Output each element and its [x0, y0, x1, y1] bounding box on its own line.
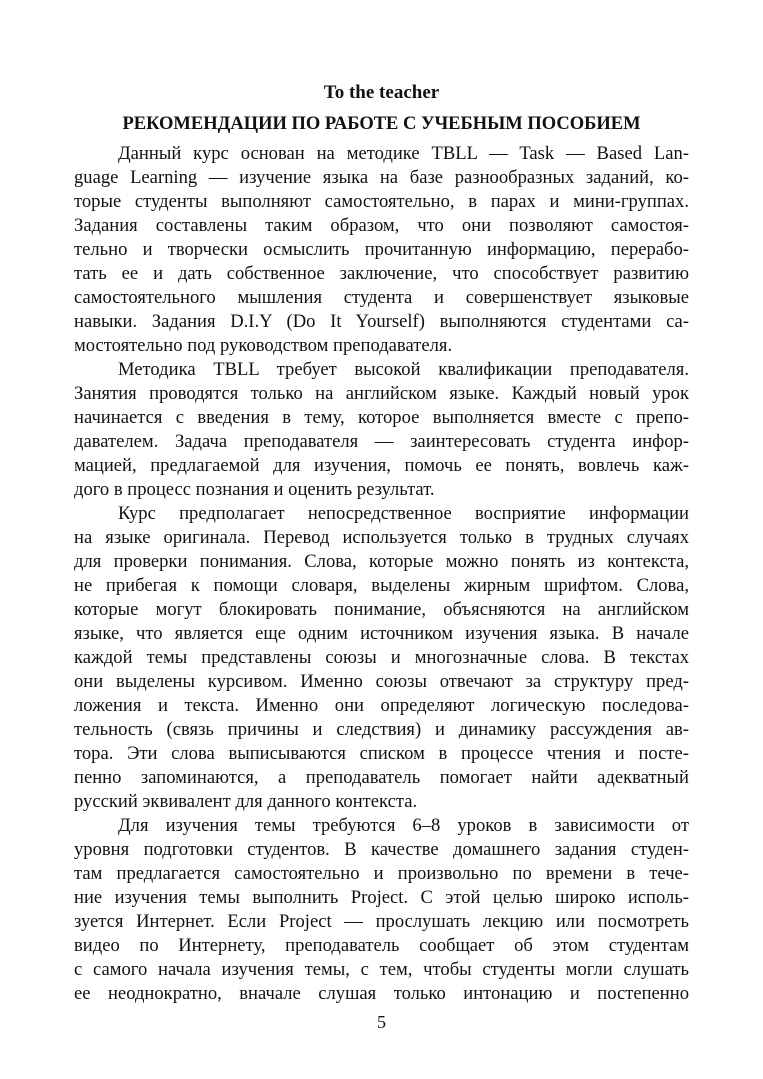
text-line: они выделены курсивом. Именно союзы отвечают за структуру пред-: [74, 671, 689, 692]
text-line: каждой темы представлены союзы и многозначные слова. В текстах: [74, 647, 689, 668]
page-heading: To the teacher: [323, 82, 440, 103]
text-line: тора. Эти слова выписываются списком в процессе чтения и посте-: [74, 743, 689, 764]
text-line: guage Learning — изучение языка на базе разнообразных заданий, ко-: [74, 167, 689, 188]
text-line: Курс предполагает непосредственное восприятие информации: [118, 503, 689, 524]
text-line: самостоятельного мышления студента и совершенствует языковые: [74, 287, 689, 308]
text-line: Данный курс основан на методике TBLL — Task — Based Lan-: [118, 143, 689, 164]
text-line: Задания составлены таким образом, что они позволяют самостоя-: [74, 215, 689, 236]
text-line: тельно и творчески осмыслить прочитанную информацию, перерабо-: [74, 239, 689, 260]
paragraph-1: [74, 142, 689, 358]
section-title: РЕКОМЕНДАЦИИ ПО РАБОТЕ С УЧЕБНЫМ ПОСОБИЕМ: [122, 114, 641, 134]
text-line: давателем. Задача преподавателя — заинтересовать студента инфор-: [74, 431, 689, 452]
text-line: мацией, предлагаемой для изучения, помочь ее понять, вовлечь каж-: [74, 455, 689, 476]
paragraph-2: [74, 358, 689, 502]
paragraph-3: [74, 502, 689, 814]
text-line: тать ее и дать собственное заключение, что способствует развитию: [74, 263, 689, 284]
text-line: языке, что является еще одним источником изучения языка. В начале: [74, 623, 689, 644]
text-line: на языке оригинала. Перевод используется только в трудных случаях: [74, 527, 689, 548]
text-line: для проверки понимания. Слова, которые можно понять из контекста,: [74, 551, 689, 572]
text-line: дого в процесс познания и оценить результат.: [74, 479, 435, 500]
text-line: тельность (связь причины и следствия) и динамику рассуждения ав-: [74, 719, 689, 740]
text-line: Для изучения темы требуются 6–8 уроков в зависимости от: [118, 815, 689, 836]
text-line: там предлагается самостоятельно и произвольно по времени в тече-: [74, 863, 689, 884]
text-line: видео по Интернету, преподаватель сообщает об этом студентам: [74, 935, 689, 956]
text-line: ее неоднократно, вначале слушая только интонацию и постепенно: [74, 983, 689, 1004]
text-line: зуется Интернет. Если Project — прослушать лекцию или посмотреть: [74, 911, 689, 932]
text-line: русский эквивалент для данного контекста.: [74, 791, 418, 812]
text-line: мостоятельно под руководством преподавателя.: [74, 335, 453, 356]
paragraph-4: [74, 814, 689, 1006]
text-line: ние изучения темы выполнить Project. С этой целью широко исполь-: [74, 887, 689, 908]
text-line: навыки. Задания D.I.Y (Do It Yourself) выполняются студентами са-: [74, 311, 689, 332]
body-text: [74, 142, 689, 1006]
text-line: торые студенты выполняют самостоятельно, в парах и мини-группах.: [74, 191, 689, 212]
text-line: уровня подготовки студентов. В качестве домашнего задания студен-: [74, 839, 689, 860]
text-line: с самого начала изучения темы, с тем, чтобы студенты могли слушать: [74, 959, 689, 980]
text-line: начинается с введения в тему, которое выполняется вместе с препо-: [74, 407, 689, 428]
text-line: Методика TBLL требует высокой квалификации преподавателя.: [118, 359, 689, 380]
text-line: которые могут блокировать понимание, объясняются на английском: [74, 599, 689, 620]
text-line: Занятия проводятся только на английском языке. Каждый новый урок: [74, 383, 689, 404]
text-line: пенно запоминаются, а преподаватель помогает найти адекватный: [74, 767, 689, 788]
text-line: не прибегая к помощи словаря, выделены жирным шрифтом. Слова,: [74, 575, 689, 596]
page-number: 5: [377, 1012, 386, 1032]
text-line: ложения и текста. Именно они определяют логическую последова-: [74, 695, 689, 716]
